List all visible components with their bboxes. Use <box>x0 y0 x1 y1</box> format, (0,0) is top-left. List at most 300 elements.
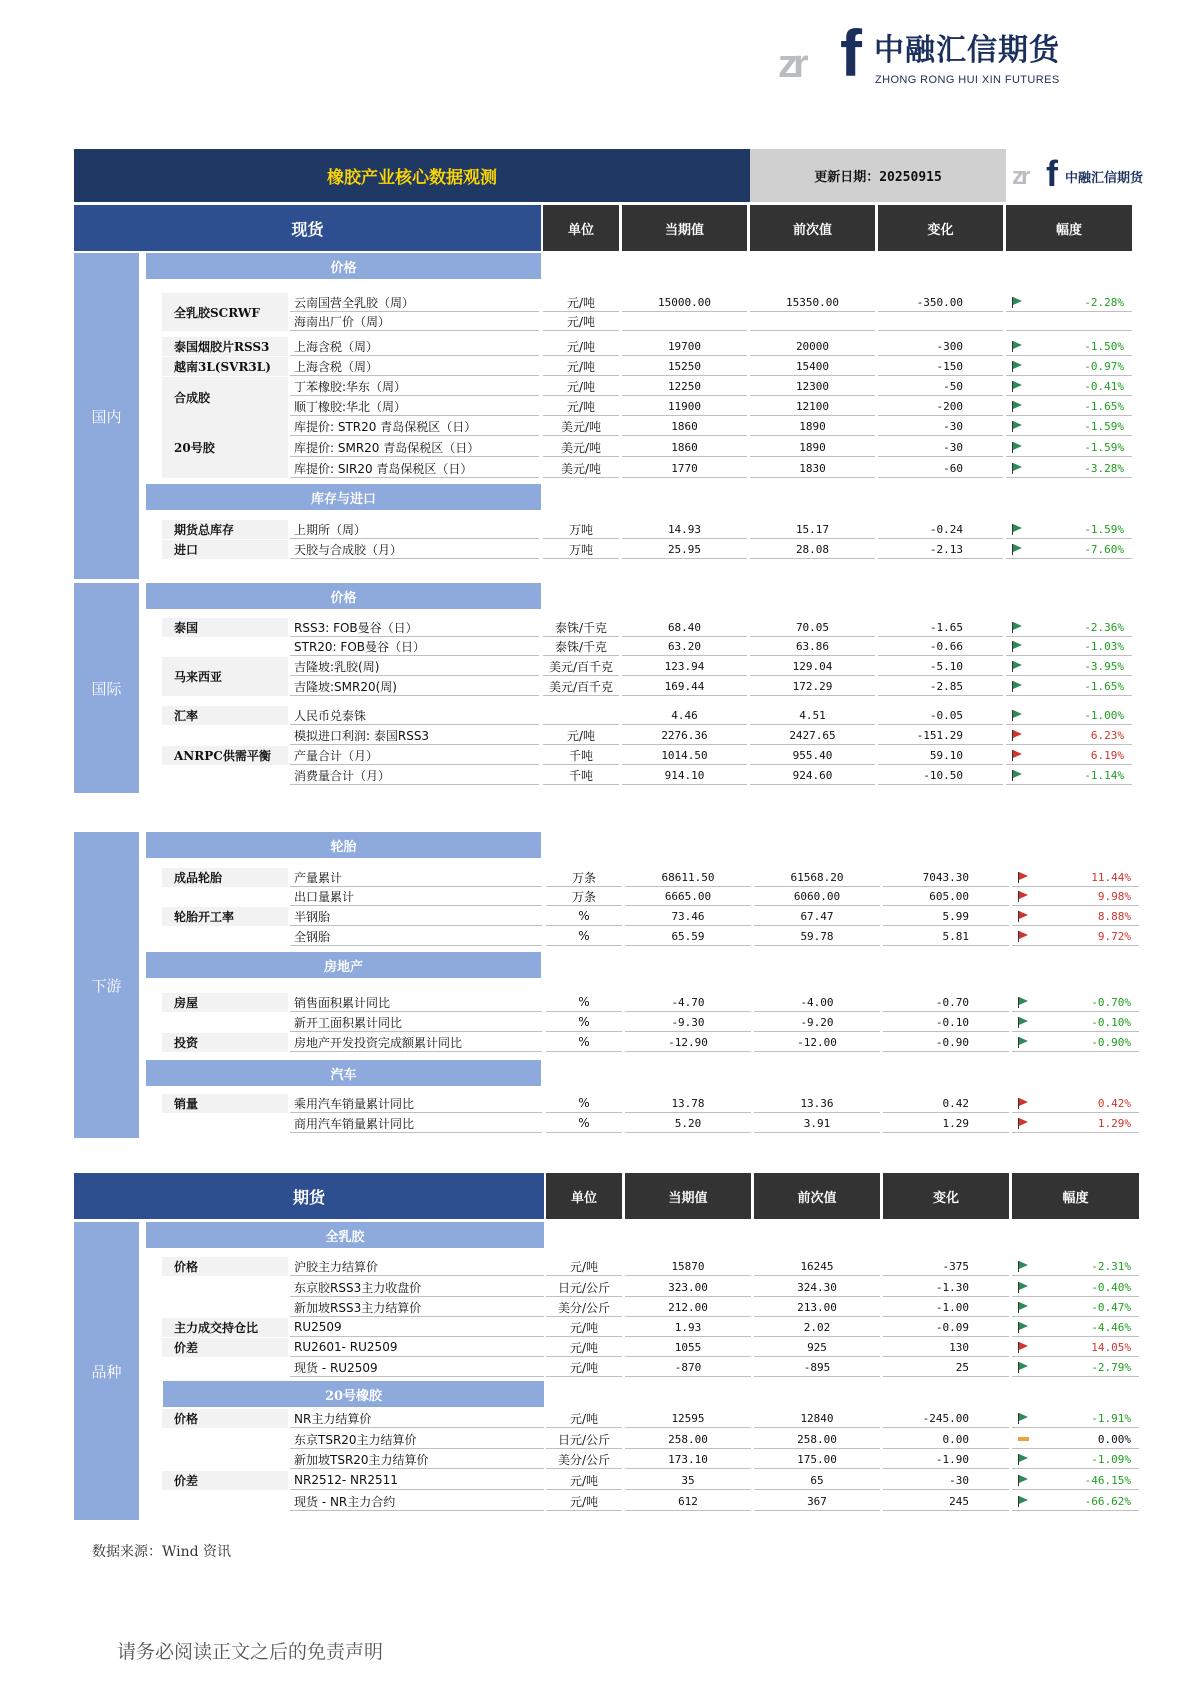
header-logo <box>1006 149 1144 202</box>
mini-logo-f: f <box>1046 153 1058 194</box>
row-range-value: -1.00% <box>1084 709 1124 722</box>
row-range-value: 8.88% <box>1097 910 1131 923</box>
green-flag-icon <box>1018 1302 1028 1312</box>
row-unit: 元/吨 <box>546 1257 622 1276</box>
row-change-value: 5.99 <box>883 907 1009 926</box>
row-unit: 万条 <box>546 887 622 906</box>
row-current-value: 13.78 <box>625 1094 751 1113</box>
row-current-value: 15870 <box>625 1257 751 1276</box>
row-previous-value: 367 <box>754 1492 880 1511</box>
row-range-cell <box>1006 766 1132 785</box>
row-previous-value: 63.86 <box>750 637 875 656</box>
row-change-value: 1.29 <box>883 1114 1009 1133</box>
col-current-header: 当期值 <box>622 205 747 251</box>
row-label: 房地产开发投资完成额累计同比 <box>290 1033 542 1052</box>
subhead-real-estate: 房地产 <box>146 952 541 978</box>
row-label: 丁苯橡胶:华东（周） <box>290 377 539 396</box>
row-previous-value: 67.47 <box>754 907 880 926</box>
row-change-value: -150 <box>878 357 1003 376</box>
green-flag-icon <box>1018 1362 1028 1372</box>
row-unit: 元/吨 <box>543 726 619 745</box>
row-previous-value: 15400 <box>750 357 875 376</box>
row-change-value: -1.30 <box>883 1278 1009 1297</box>
green-flag-icon <box>1012 341 1022 351</box>
row-range-cell <box>1012 1318 1139 1337</box>
row-previous-value: 12300 <box>750 377 875 396</box>
row-range-value: 6.23% <box>1090 729 1124 742</box>
row-range-value: -1.65% <box>1084 680 1124 693</box>
row-current-value: 14.93 <box>622 520 747 539</box>
row-unit: 美元/百千克 <box>543 677 619 696</box>
row-change-value: -50 <box>878 377 1003 396</box>
green-flag-icon <box>1018 997 1028 1007</box>
row-range-value: -0.70% <box>1091 996 1131 1009</box>
row-unit: 万吨 <box>543 520 619 539</box>
col-previous-header: 前次值 <box>750 205 875 251</box>
row-previous-value: 955.40 <box>750 746 875 765</box>
red-flag-icon <box>1018 872 1028 882</box>
row-group-label: 全乳胶SCRWF <box>162 293 288 331</box>
row-label: 天胶与合成胶（月） <box>290 540 539 559</box>
company-logo <box>778 16 1060 90</box>
row-current-value: 323.00 <box>625 1278 751 1297</box>
green-flag-icon <box>1012 641 1022 651</box>
row-change-value: -1.00 <box>883 1298 1009 1317</box>
col-unit-header: 单位 <box>543 205 619 251</box>
row-current-value: 173.10 <box>625 1450 751 1469</box>
row-range-cell <box>1012 1033 1139 1052</box>
row-current-value: 63.20 <box>622 637 747 656</box>
region-variety: 品种 <box>74 1222 139 1520</box>
row-range-value: -1.59% <box>1084 523 1124 536</box>
row-range-cell <box>1006 677 1132 696</box>
row-range-value: -1.59% <box>1084 441 1124 454</box>
row-previous-value: 258.00 <box>754 1430 880 1449</box>
disclaimer-note: 请务必阅读正文之后的免责声明 <box>117 1641 384 1663</box>
row-label: 模拟进口利润: 泰国RSS3 <box>290 726 539 745</box>
row-range-value: 9.72% <box>1097 930 1131 943</box>
green-flag-icon <box>1018 1017 1028 1027</box>
row-group-label: 期货总库存 <box>162 520 288 539</box>
row-label: STR20: FOB曼谷（日） <box>290 637 539 656</box>
row-change-value: -300 <box>878 337 1003 356</box>
row-change-value <box>878 312 1003 331</box>
row-label: 东京TSR20主力结算价 <box>290 1430 544 1449</box>
row-group-label: 泰国烟胶片RSS3 <box>162 337 288 356</box>
row-range-value: -0.97% <box>1084 360 1124 373</box>
report-title: 橡胶产业核心数据观测 <box>74 149 750 202</box>
row-previous-value: 16245 <box>754 1257 880 1276</box>
row-range-value: 9.98% <box>1097 890 1131 903</box>
row-change-value: -30 <box>883 1471 1009 1490</box>
row-range-cell <box>1006 293 1132 312</box>
row-change-value: -245.00 <box>883 1409 1009 1428</box>
row-range-value: -1.50% <box>1084 340 1124 353</box>
row-previous-value: -9.20 <box>754 1013 880 1032</box>
row-range-cell <box>1012 1013 1139 1032</box>
row-change-value: -30 <box>878 438 1003 457</box>
row-current-value: 5.20 <box>625 1114 751 1133</box>
row-current-value: 25.95 <box>622 540 747 559</box>
green-flag-icon <box>1018 1261 1028 1271</box>
row-range-value: -1.09% <box>1091 1453 1131 1466</box>
row-previous-value: -4.00 <box>754 993 880 1012</box>
row-unit: 日元/公斤 <box>546 1430 622 1449</box>
row-range-cell <box>1012 1450 1139 1469</box>
subhead-nr: 20号橡胶 <box>163 1381 544 1407</box>
row-range-cell <box>1012 1338 1139 1357</box>
row-unit: 元/吨 <box>546 1471 622 1490</box>
futures-section-header: 期货 <box>74 1173 544 1219</box>
row-range-cell <box>1006 706 1132 725</box>
row-unit: 元/吨 <box>543 293 619 312</box>
row-change-value: -0.10 <box>883 1013 1009 1032</box>
row-unit: % <box>546 907 622 926</box>
row-group-label: 投资 <box>162 1033 288 1052</box>
logo-name-cn: 中融汇信期货 <box>874 33 1060 68</box>
row-label: 库提价: SMR20 青岛保税区（日） <box>290 438 539 457</box>
row-previous-value: 20000 <box>750 337 875 356</box>
row-unit: 元/吨 <box>546 1318 622 1337</box>
row-range-cell <box>1006 657 1132 676</box>
row-previous-value: 13.36 <box>754 1094 880 1113</box>
row-previous-value: 59.78 <box>754 927 880 946</box>
row-change-value: -1.65 <box>878 618 1003 637</box>
row-label: 现货 - NR主力合约 <box>290 1492 544 1511</box>
data-source-note: 数据来源：Wind 资讯 <box>92 1544 232 1560</box>
row-range-value: -3.28% <box>1084 462 1124 475</box>
row-label: 沪胶主力结算价 <box>290 1257 544 1276</box>
row-unit: 元/吨 <box>546 1338 622 1357</box>
row-change-value: -60 <box>878 459 1003 478</box>
red-flag-icon <box>1018 891 1028 901</box>
row-previous-value: -895 <box>754 1358 880 1377</box>
row-current-value: 1055 <box>625 1338 751 1357</box>
green-flag-icon <box>1018 1322 1028 1332</box>
row-unit: 千吨 <box>543 766 619 785</box>
red-flag-icon <box>1012 750 1022 760</box>
row-group-label: 价差 <box>162 1338 288 1357</box>
row-range-value: -3.95% <box>1084 660 1124 673</box>
row-change-value: -0.70 <box>883 993 1009 1012</box>
row-unit <box>543 706 619 725</box>
row-range-value: -0.10% <box>1091 1016 1131 1029</box>
row-label: 新加坡RSS3主力结算价 <box>290 1298 544 1317</box>
row-change-value: -1.90 <box>883 1450 1009 1469</box>
row-current-value: 19700 <box>622 337 747 356</box>
row-range-value: -46.15% <box>1084 1474 1131 1487</box>
row-current-value: 11900 <box>622 397 747 416</box>
row-unit: % <box>546 1094 622 1113</box>
row-range-cell <box>1006 397 1132 416</box>
row-unit: % <box>546 927 622 946</box>
row-range-cell <box>1006 438 1132 457</box>
row-current-value: 15250 <box>622 357 747 376</box>
row-change-value: 0.42 <box>883 1094 1009 1113</box>
green-flag-icon <box>1012 770 1022 780</box>
row-label: 商用汽车销量累计同比 <box>290 1114 542 1133</box>
row-unit: 元/吨 <box>543 337 619 356</box>
row-unit: 美元/百千克 <box>543 657 619 676</box>
row-unit: 泰铢/千克 <box>543 637 619 656</box>
row-previous-value: 12840 <box>754 1409 880 1428</box>
row-group-label: 价格 <box>162 1409 288 1428</box>
row-range-cell <box>1012 1278 1139 1297</box>
row-previous-value: 15350.00 <box>750 293 875 312</box>
green-flag-icon <box>1012 297 1022 307</box>
row-previous-value: 15.17 <box>750 520 875 539</box>
subhead-tire: 轮胎 <box>146 832 541 858</box>
row-unit: 美元/吨 <box>543 459 619 478</box>
row-previous-value: -12.00 <box>754 1033 880 1052</box>
row-range-cell <box>1006 337 1132 356</box>
row-change-value: 25 <box>883 1358 1009 1377</box>
row-label: 吉隆坡:乳胶(周) <box>290 657 539 676</box>
subhead-auto: 汽车 <box>146 1060 541 1086</box>
red-flag-icon <box>1018 1342 1028 1352</box>
row-range-cell <box>1006 459 1132 478</box>
row-group-label: 20号胶 <box>162 417 288 478</box>
row-group-label: 价格 <box>162 1257 288 1276</box>
row-range-cell <box>1012 887 1139 906</box>
row-previous-value: 324.30 <box>754 1278 880 1297</box>
row-label: 云南国营全乳胶（周） <box>290 293 539 312</box>
row-range-cell <box>1012 1094 1139 1113</box>
row-label: 新开工面积累计同比 <box>290 1013 542 1032</box>
row-range-value: -2.79% <box>1091 1361 1131 1374</box>
green-flag-icon <box>1012 463 1022 473</box>
row-unit: 千吨 <box>543 746 619 765</box>
row-current-value: 914.10 <box>622 766 747 785</box>
row-group-label: 主力成交持仓比 <box>162 1318 288 1337</box>
row-range-value: -1.65% <box>1084 400 1124 413</box>
row-current-value: 1860 <box>622 417 747 436</box>
row-previous-value: 1890 <box>750 438 875 457</box>
row-unit: 元/吨 <box>543 357 619 376</box>
row-label: 现货 - RU2509 <box>290 1358 544 1377</box>
row-label: RSS3: FOB曼谷（日） <box>290 618 539 637</box>
row-current-value <box>622 312 747 331</box>
row-label: NR2512- NR2511 <box>290 1471 544 1490</box>
row-change-value: -375 <box>883 1257 1009 1276</box>
row-current-value: 12595 <box>625 1409 751 1428</box>
green-flag-icon <box>1018 1454 1028 1464</box>
row-change-value: -2.85 <box>878 677 1003 696</box>
row-range-cell <box>1006 520 1132 539</box>
green-flag-icon <box>1012 622 1022 632</box>
row-label: 新加坡TSR20主力结算价 <box>290 1450 544 1469</box>
row-current-value: -9.30 <box>625 1013 751 1032</box>
row-label: NR主力结算价 <box>290 1409 544 1428</box>
row-label: 顺丁橡胶:华北（周） <box>290 397 539 416</box>
row-label: 消费量合计（月） <box>290 766 539 785</box>
row-current-value: 612 <box>625 1492 751 1511</box>
row-range-value: 0.00% <box>1097 1433 1131 1446</box>
row-previous-value: 175.00 <box>754 1450 880 1469</box>
row-unit: 美元/吨 <box>543 417 619 436</box>
row-change-value: -200 <box>878 397 1003 416</box>
row-range-cell <box>1006 357 1132 376</box>
fut-col-unit-header: 单位 <box>546 1173 622 1219</box>
row-range-cell <box>1012 1257 1139 1276</box>
row-range-cell <box>1012 1298 1139 1317</box>
mini-logo-zr: zr <box>1012 163 1028 190</box>
region-domestic: 国内 <box>74 253 139 579</box>
row-group-label: ANRPC供需平衡 <box>162 746 288 765</box>
row-change-value: -30 <box>878 417 1003 436</box>
row-previous-value: 925 <box>754 1338 880 1357</box>
row-current-value: 1.93 <box>625 1318 751 1337</box>
row-range-cell <box>1012 1430 1139 1449</box>
logo-zr-mark: zr <box>778 42 804 86</box>
row-unit: % <box>546 993 622 1012</box>
fut-col-range-header: 幅度 <box>1012 1173 1139 1219</box>
row-group-label: 房屋 <box>162 993 288 1012</box>
red-flag-icon <box>1018 931 1028 941</box>
subhead-domestic-price: 价格 <box>146 253 541 279</box>
row-change-value: -0.09 <box>883 1318 1009 1337</box>
row-range-cell <box>1006 417 1132 436</box>
row-current-value: 1770 <box>622 459 747 478</box>
row-previous-value: 213.00 <box>754 1298 880 1317</box>
row-unit: 万吨 <box>543 540 619 559</box>
row-current-value: 65.59 <box>625 927 751 946</box>
red-flag-icon <box>1012 730 1022 740</box>
row-range-value: -0.90% <box>1091 1036 1131 1049</box>
row-previous-value: 2427.65 <box>750 726 875 745</box>
row-range-value: -0.41% <box>1084 380 1124 393</box>
row-range-cell <box>1006 540 1132 559</box>
row-label: 东京胶RSS3主力收盘价 <box>290 1278 544 1297</box>
subhead-intl-price: 价格 <box>146 583 541 609</box>
row-range-value: 1.29% <box>1097 1117 1131 1130</box>
row-current-value: -4.70 <box>625 993 751 1012</box>
row-range-value: 11.44% <box>1091 871 1131 884</box>
spot-section-header: 现货 <box>74 205 541 251</box>
row-range-value: -1.91% <box>1091 1412 1131 1425</box>
row-range-value: -1.14% <box>1084 769 1124 782</box>
green-flag-icon <box>1012 361 1022 371</box>
row-previous-value: 61568.20 <box>754 868 880 887</box>
row-group-label: 马来西亚 <box>162 657 288 696</box>
row-range-value: -2.36% <box>1084 621 1124 634</box>
green-flag-icon <box>1018 1282 1028 1292</box>
row-current-value: 68.40 <box>622 618 747 637</box>
red-flag-icon <box>1018 1098 1028 1108</box>
row-unit: 元/吨 <box>546 1358 622 1377</box>
row-label: 出口量累计 <box>290 887 542 906</box>
row-unit: 日元/公斤 <box>546 1278 622 1297</box>
row-label: 乘用汽车销量累计同比 <box>290 1094 542 1113</box>
row-current-value: 6665.00 <box>625 887 751 906</box>
row-change-value: -2.13 <box>878 540 1003 559</box>
row-range-value: 0.42% <box>1097 1097 1131 1110</box>
row-label: 产量合计（月） <box>290 746 539 765</box>
green-flag-icon <box>1018 1475 1028 1485</box>
row-change-value: 605.00 <box>883 887 1009 906</box>
row-unit: 泰铢/千克 <box>543 618 619 637</box>
row-unit: 美分/公斤 <box>546 1298 622 1317</box>
row-change-value: 59.10 <box>878 746 1003 765</box>
row-range-value: -4.46% <box>1091 1321 1131 1334</box>
green-flag-icon <box>1012 442 1022 452</box>
row-label: 库提价: SIR20 青岛保税区（日） <box>290 459 539 478</box>
row-range-cell <box>1006 746 1132 765</box>
mini-logo-cn: 中融汇信期货 <box>1065 171 1144 186</box>
row-range-cell <box>1006 637 1132 656</box>
row-current-value: 123.94 <box>622 657 747 676</box>
green-flag-icon <box>1012 401 1022 411</box>
row-label: 上海含税（周） <box>290 357 539 376</box>
row-current-value: -870 <box>625 1358 751 1377</box>
row-label: 销售面积累计同比 <box>290 993 542 1012</box>
row-current-value: 73.46 <box>625 907 751 926</box>
row-change-value: 5.81 <box>883 927 1009 946</box>
col-change-header: 变化 <box>878 205 1003 251</box>
green-flag-icon <box>1018 1413 1028 1423</box>
row-range-value: -0.40% <box>1091 1281 1131 1294</box>
row-group-label: 销量 <box>162 1094 288 1113</box>
green-flag-icon <box>1012 381 1022 391</box>
green-flag-icon <box>1018 1496 1028 1506</box>
region-international: 国际 <box>74 583 139 793</box>
fut-col-previous-header: 前次值 <box>754 1173 880 1219</box>
row-previous-value <box>750 312 875 331</box>
row-unit: 万条 <box>546 868 622 887</box>
row-range-value: -7.60% <box>1084 543 1124 556</box>
row-range-cell <box>1006 726 1132 745</box>
region-downstream: 下游 <box>74 832 139 1138</box>
row-range-cell <box>1012 1409 1139 1428</box>
row-current-value: 68611.50 <box>625 868 751 887</box>
row-range-cell <box>1012 1358 1139 1377</box>
row-label: 人民币兑泰铢 <box>290 706 539 725</box>
row-change-value: -350.00 <box>878 293 1003 312</box>
row-previous-value: 1890 <box>750 417 875 436</box>
row-change-value: -10.50 <box>878 766 1003 785</box>
row-unit: 美元/吨 <box>543 438 619 457</box>
row-previous-value: 172.29 <box>750 677 875 696</box>
red-flag-icon <box>1018 1118 1028 1128</box>
row-current-value: 1014.50 <box>622 746 747 765</box>
row-current-value: 4.46 <box>622 706 747 725</box>
row-change-value: -0.66 <box>878 637 1003 656</box>
row-current-value: 169.44 <box>622 677 747 696</box>
row-range-cell <box>1012 1471 1139 1490</box>
row-previous-value: 2.02 <box>754 1318 880 1337</box>
row-previous-value: 4.51 <box>750 706 875 725</box>
row-change-value: -5.10 <box>878 657 1003 676</box>
row-range-cell <box>1012 993 1139 1012</box>
row-current-value: 2276.36 <box>622 726 747 745</box>
row-unit: 元/吨 <box>543 397 619 416</box>
row-change-value: -0.24 <box>878 520 1003 539</box>
row-previous-value: 28.08 <box>750 540 875 559</box>
row-label: 海南出厂价（周） <box>290 312 539 331</box>
row-current-value: -12.90 <box>625 1033 751 1052</box>
row-previous-value: 65 <box>754 1471 880 1490</box>
row-change-value: 7043.30 <box>883 868 1009 887</box>
row-label: 上海含税（周） <box>290 337 539 356</box>
green-flag-icon <box>1012 524 1022 534</box>
row-range-cell <box>1012 868 1139 887</box>
row-current-value: 1860 <box>622 438 747 457</box>
row-range-cell <box>1012 907 1139 926</box>
green-flag-icon <box>1012 421 1022 431</box>
row-group-label: 进口 <box>162 540 288 559</box>
row-range-cell <box>1006 312 1132 331</box>
row-change-value: 245 <box>883 1492 1009 1511</box>
